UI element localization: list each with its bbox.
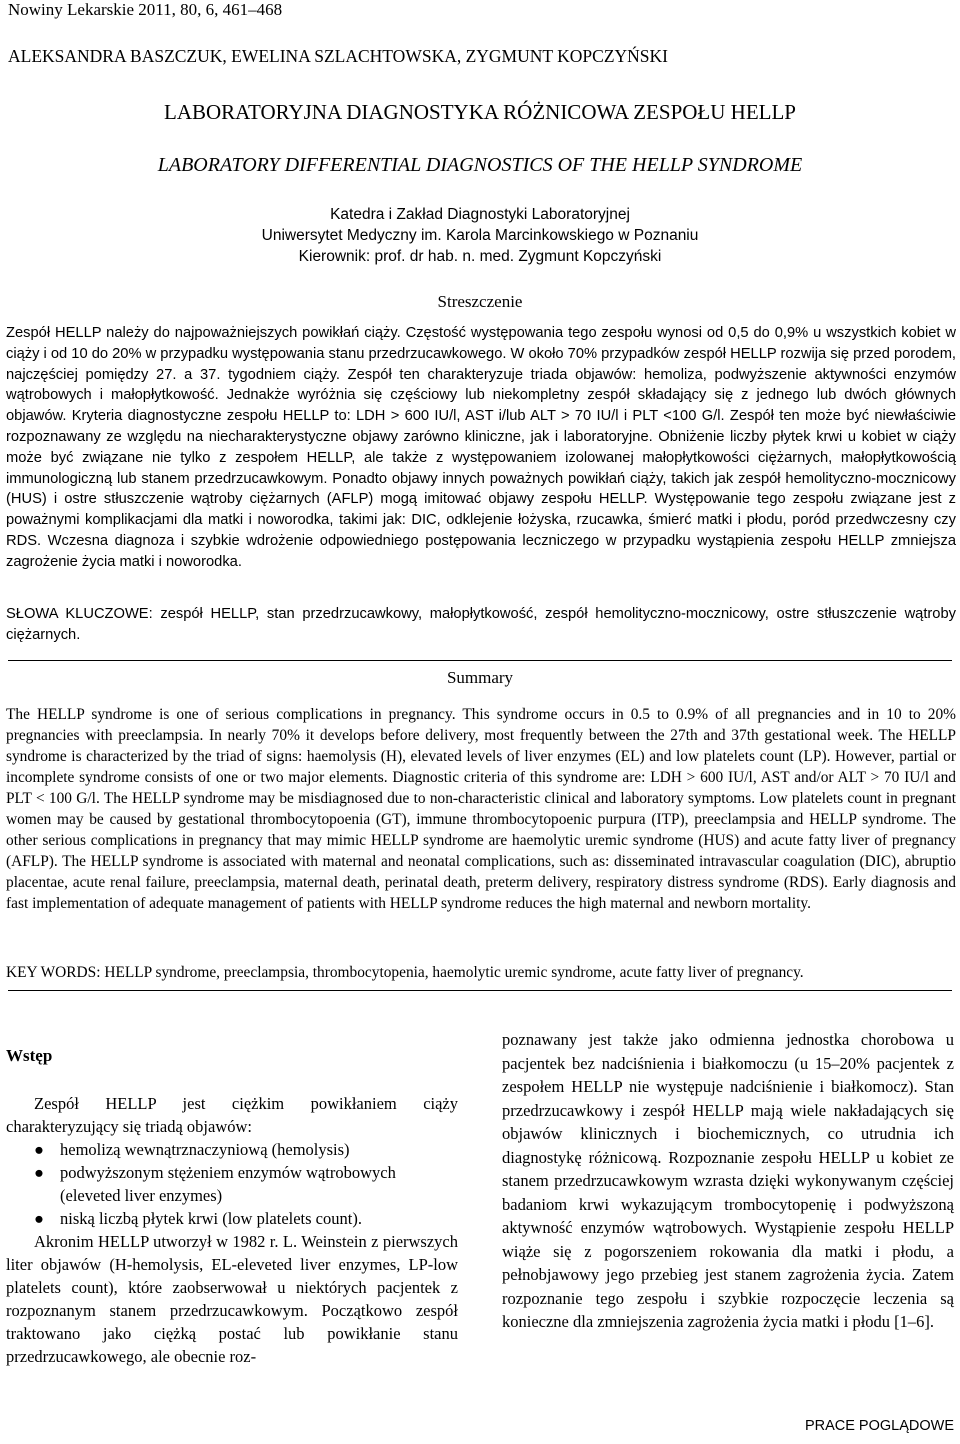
keywords-english: KEY WORDS: HELLP syndrome, preeclampsia, thrombocytopenia, haemolytic uremic syndrome, acute fatty liver of pregnancy.	[6, 964, 804, 981]
list-item	[34, 1207, 458, 1230]
authors: ALEKSANDRA BASZCZUK, EWELINA SZLACHTOWSKA, ZYGMUNT KOPCZYŃSKI	[8, 46, 668, 66]
affiliation	[0, 204, 960, 267]
journal-citation: Nowiny Lekarskie 2011, 80, 6, 461–468	[8, 0, 283, 19]
section-label: PRACE POGLĄDOWE	[804, 1418, 954, 1434]
title-english: LABORATORY DIFFERENTIAL DIAGNOSTICS OF THE HELLP SYNDROME	[157, 154, 803, 176]
affiliation-line: Kierownik: prof. dr hab. n. med. Zygmunt Kopczyński	[298, 248, 662, 265]
affiliation-line: Katedra i Zakład Diagnostyki Laboratoryjnej	[330, 206, 630, 223]
symptom-list	[6, 1138, 458, 1230]
intro-paragraph: Zespół HELLP jest ciężkim powikłaniem ciąży charakteryzujący się triadą objawów:	[6, 1094, 458, 1136]
section-heading-wstep: Wstęp	[6, 1046, 53, 1065]
title-polish: LABORATORYJNA DIAGNOSTYKA RÓŻNICOWA ZESPOŁU HELLP	[164, 100, 796, 124]
list-item	[34, 1161, 458, 1207]
abstract-english: The HELLP syndrome is one of serious complications in pregnancy. This syndrome occurs in 0.5 to 0.9% of all pregnancies and in 10 to 20% pregnancies with preeclampsia. In nearly 70% it develops before delivery, most frequently between the 27th and 37th gestational week. The HELLP syndrome is characterized by the triad of signs: haemolysis (H), elevated levels of liver enzymes (EL) and low platelets count (LP). However, partial or incomplete syndrome consists of one or two major elements. Diagnostic criteria of this syndrome are: LDH > 600 IU/l, AST and/or ALT > 70 IU/l and PLT < 100 G/l. The HELLP syndrome may be misdiagnosed due to non-characteristic clinical and laboratory symptoms. Low platelets count in pregnant women may be caused by gestational thrombocytopoenia (GT), immune thrombocytopoenic purpura (ITP), preeclampsia and HELLP syndrome. The other serious complications in pregnancy that may mimic HELLP syndrome are haemolytic uremic syndrome (HUS) and acute fatty liver of pregnancy (AFLP). The HELLP syndrome is associated with maternal and neonatal complications, such as: disseminated intravascular coagulation (DIC), abruptio placentae, acute renal failure, preeclampsia, maternal death, perinatal death, preterm delivery, respiratory distress syndrome (RDS). Early diagnosis and fast implementation of adequate management of patients with HELLP syndrome reduces the high maternal and newborn mortality.	[6, 706, 956, 912]
affiliation-line: Uniwersytet Medyczny im. Karola Marcinkowskiego w Poznaniu	[261, 227, 699, 244]
divider	[8, 660, 952, 661]
body-left-column	[6, 1044, 458, 1368]
bullet-icon: ●	[34, 1209, 44, 1228]
keywords-polish: SŁOWA KLUCZOWE: zespół HELLP, stan przedrzucawkowy, małopłytkowość, zespół hemolityczno-mocznicowy, ostre stłuszczenie wątroby ciężarnych.	[6, 606, 956, 643]
summary-heading: Summary	[446, 668, 514, 687]
bullet-icon: ●	[34, 1140, 44, 1159]
abstract-polish: Zespół HELLP należy do najpoważniejszych powikłań ciąży. Częstość występowania tego zespołu wynosi od 0,5 do 0,9% u wszystkich kobiet w ciąży i od 10 do 20% w przypadku występowania stanu przedrzucawkowego. W około 70% przypadków zespół HELLP rozwija się przed porodem, najczęściej pomiędzy 27. a 37. tygodniem ciąży. Zespół ten charakteryzuje triada objawów: hemoliza, podwyższenie aktywności enzymów wątrobowych i małopłytkowość. Jednakże wyróżnia się częściowy lub niekompletny zespół składający się z jednego lub dwóch głównych objawów. Kryteria diagnostyczne zespołu HELLP to: LDH > 600 IU/l, AST i/lub ALT > 70 IU/l i PLT <100 G/l. Zespół ten może być niewłaściwie rozpoznawany ze względu na niecharakterystyczne objawy zarówno kliniczne, jak i laboratoryjne. Obniżenie liczby płytek krwi u kobiet w ciąży może być związane nie tylko z zespołem HELLP, ale także z występowaniem izolowanej małopłytkowości ciężarnych, małopłytkowością immunologiczną lub stanem przedrzucawkowym. Ponadto objawy innych poważnych powikłań ciąży, takich jak zespół hemolityczno-mocznicowy (HUS) i ostre stłuszczenie wątroby ciężarnych (AFLP) mogą imitować objawy zespołu HELLP. Występowanie tego zespołu związane jest z poważnymi komplikacjami dla matki i noworodka, takimi jak: DIC, odklejenie łożyska, rzucawka, śmierć matki i płodu, poród przedwczesny czy RDS. Wczesna diagnoza i szybkie wdrożenie odpowiedniego postępowania leczniczego w przypadku wystąpienia zespołu HELLP zmniejsza zagrożenie życia matki i noworodka.	[6, 325, 957, 570]
list-item-text: hemolizą wewnątrznaczyniową (hemolysis)	[60, 1140, 350, 1159]
body-right-column: poznawany jest także jako odmienna jednostka chorobowa u pacjentek bez nadciśnienia i białkomoczu (u 15–20% pacjentek z zespołem HELLP nie występuje nadciśnienie i białkomocz). Stan przedrzucawkowy i zespół HELLP mają wiele nakładających się objawów klinicznych i biochemicznych, co utrudnia ich diagnostykę różnicową. Rozpoznanie zespołu HELLP u kobiet ze stanem przedrzucawkowym wzrasta dzięki wykonywanym częściej badaniom krwi wykazującym trombocytopenię i podwyższoną aktywność enzymów wątrobowych. Wystąpienie zespołu HELLP wiąże się z pogorszeniem rokowania dla matki i płodu, a pełnobjawowy jego przebieg jest stanem zagrożenia życia. Zatem rozpoznanie tego zespołu i szybkie rozpoczęcie leczenia są konieczne dla zmniejszenia zagrożenia życia matki i płodu [1–6].	[502, 1030, 954, 1331]
streszczenie-heading: Streszczenie	[437, 292, 523, 311]
divider	[8, 990, 952, 991]
bullet-icon: ●	[34, 1163, 44, 1182]
list-item-text: niską liczbą płytek krwi (low platelets count).	[60, 1209, 362, 1228]
acronym-paragraph: Akronim HELLP utworzył w 1982 r. L. Weinstein z pierwszych liter objawów (H-hemolysis, EL-eleveted liver enzymes, LP-low platelets count), które zaobserwował u niektórych pacjentek z rozpoznanym stanem przedrzucawkowym. Początkowo zespół traktowano jako ciężką postać lub powikłanie stanu przedrzucawkowego, ale obecnie roz-	[6, 1232, 458, 1366]
list-item	[34, 1138, 458, 1161]
list-item-text: podwyższonym stężeniem enzymów wątrobowych (eleveted liver enzymes)	[60, 1163, 396, 1205]
